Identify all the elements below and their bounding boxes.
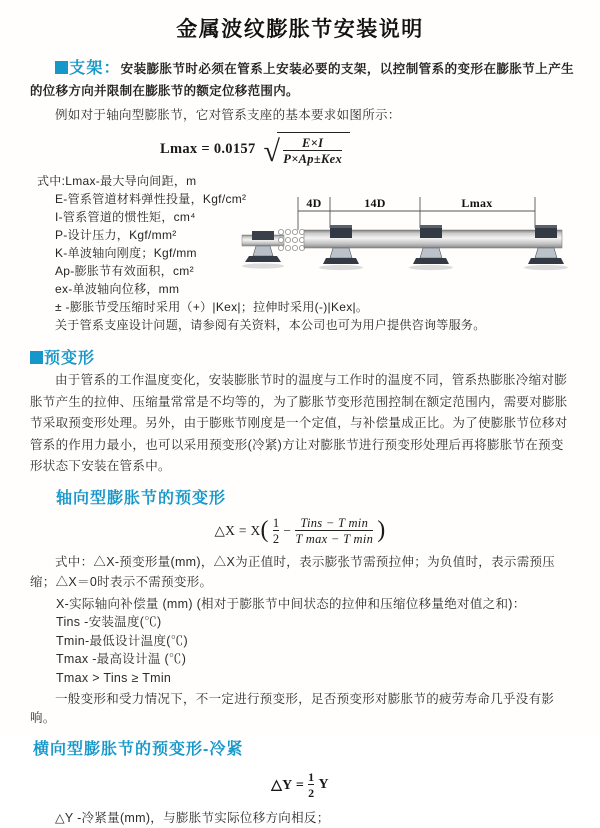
formula-dy-rhs: Y [318,777,329,792]
definition-item: E-管系管道材料弹性投量，Kgf/cm² [55,192,247,206]
formula-dy-lhs: △Y = [271,777,305,793]
definition-item: Ap-膨胀节有效面积，cm² [55,264,194,278]
page-title: 金属波纹膨胀节安装说明 [176,18,424,41]
section-marker-icon [55,61,68,74]
dim-label-14d: 14D [364,196,386,210]
axial-definition-item: X-实际轴向补偿量 (mm) (相对于膨胀节中间状态的拉伸和压缩位移量绝对值之和)： [56,596,526,611]
axial-example-line: 例如对于轴向型膨胀节，它对管系支座的基本要求如图所示： [55,108,401,122]
section-marker-icon [30,351,43,364]
dx-explain-paragraph: 式中：△X-预变形量(mm)，△X为正值时，表示膨张节需预拉伸；为负值时，表示需预压缩；△X＝0时表示不需预变形。 [30,554,556,589]
axial-definition-list [56,595,574,688]
formula-delta-x [0,516,600,546]
axial-predeform-heading: 轴向型膨胀节的预变形 [56,489,227,507]
axial-definition-item: Tmin-最低设计温度(℃) [56,633,188,648]
formula-dy-num: 1 [308,770,315,784]
support-design-note: 关于管系支座设计问题，请参阅有关资料，本公司也可为用户提供咨询等服务。 [55,318,486,332]
left-paren: ( [260,516,269,543]
cold-tightening-note: △Y -冷紧量(mm)，与膨胀节实际位移方向相反； [55,811,330,825]
right-paren: ) [377,516,386,543]
formula-lmax-lhs: Lmax = 0.0157 [159,140,256,157]
predeform-section-heading: 预变形 [44,350,96,367]
predeform-paragraph: 由于管系的工作温度变化，安装膨胀节时的温度与工作时的温度不同，管系热膨胀冷缩对膨胀节产生的拉伸、压缩量常常是不均等的，为了膨胀节变形范围控制在额定范围内，需要对膨胀节采取预变形处理。另外，由于膨账节刚度是一个定值，与补偿量成正比。为了使膨胀节位移对管系的作用力最小，也可以采用预变形(冷紧)方让对膨胀节进行预变形处理后再将膨胀节在预变形状态下安装在管系中。 [30,373,568,473]
formula-lmax-numerator: E×I [302,136,324,150]
definition-item: ex-单波轴向位移，mm [55,282,180,296]
formula-dx-lhs: △X = X [214,522,261,538]
support-section-heading: 支架： [69,60,121,77]
general-note: 一般变形和受力情况下，不一定进行预变形，足否预变形对膨胀节的疲劳寿命几乎没有影响。 [30,692,555,725]
dim-label-lmax: Lmax [461,196,493,210]
formula-delta-y [0,770,600,800]
formula-dx-half-den: 2 [272,531,280,546]
lateral-predeform-heading: 横向型膨胀节的预变形-冷紧 [33,741,244,758]
sqrt-radical-icon: √ [263,135,281,168]
support-section-paragraph [30,58,574,102]
formula-dx-frac-num: Tins − T min [300,515,369,530]
formula-dx-half-num: 1 [272,515,280,530]
formula-lmax-denominator: P×Ap±Kex [283,152,343,166]
formula-lmax-radicand [277,132,350,166]
definition-intro: 式中:Lmax-最大导向间距，m [37,174,197,188]
minus-sign: − [283,522,292,538]
definition-item: P-设计压力，Kgf/mm² [55,228,177,242]
formula-lmax [0,132,555,166]
support-section-body: 安装膨胀节时必须在管系上安装必要的支架，以控制管系的变形在膨胀节上产生的位移方向并限制在膨胀节的额定位移范围内。 [30,62,574,98]
definition-item: ± -膨胀节受压缩时采用（+）|Kex|；拉伸时采用(-)|Kex|。 [55,300,369,314]
predeform-section-header [30,345,600,368]
formula-dx-frac-den: T max − T min [295,531,374,546]
dim-label-4d: 4D [306,196,322,210]
axial-definition-item: Tins -安装温度(℃) [56,615,162,629]
definition-item: I-管系管道的惯性矩，cm⁴ [55,210,196,224]
axial-definition-item: Tmax -最高设计温 (℃) [56,652,187,666]
pipe-support-diagram [240,192,570,292]
formula-dy-den: 2 [308,786,315,800]
bellows-icon [278,229,304,250]
axial-definition-item: Tmax > Tins ≥ Tmin [56,670,172,685]
anchor-support [242,231,284,269]
definition-item: K-单波轴向刚度；Kgf/mm [55,246,197,260]
